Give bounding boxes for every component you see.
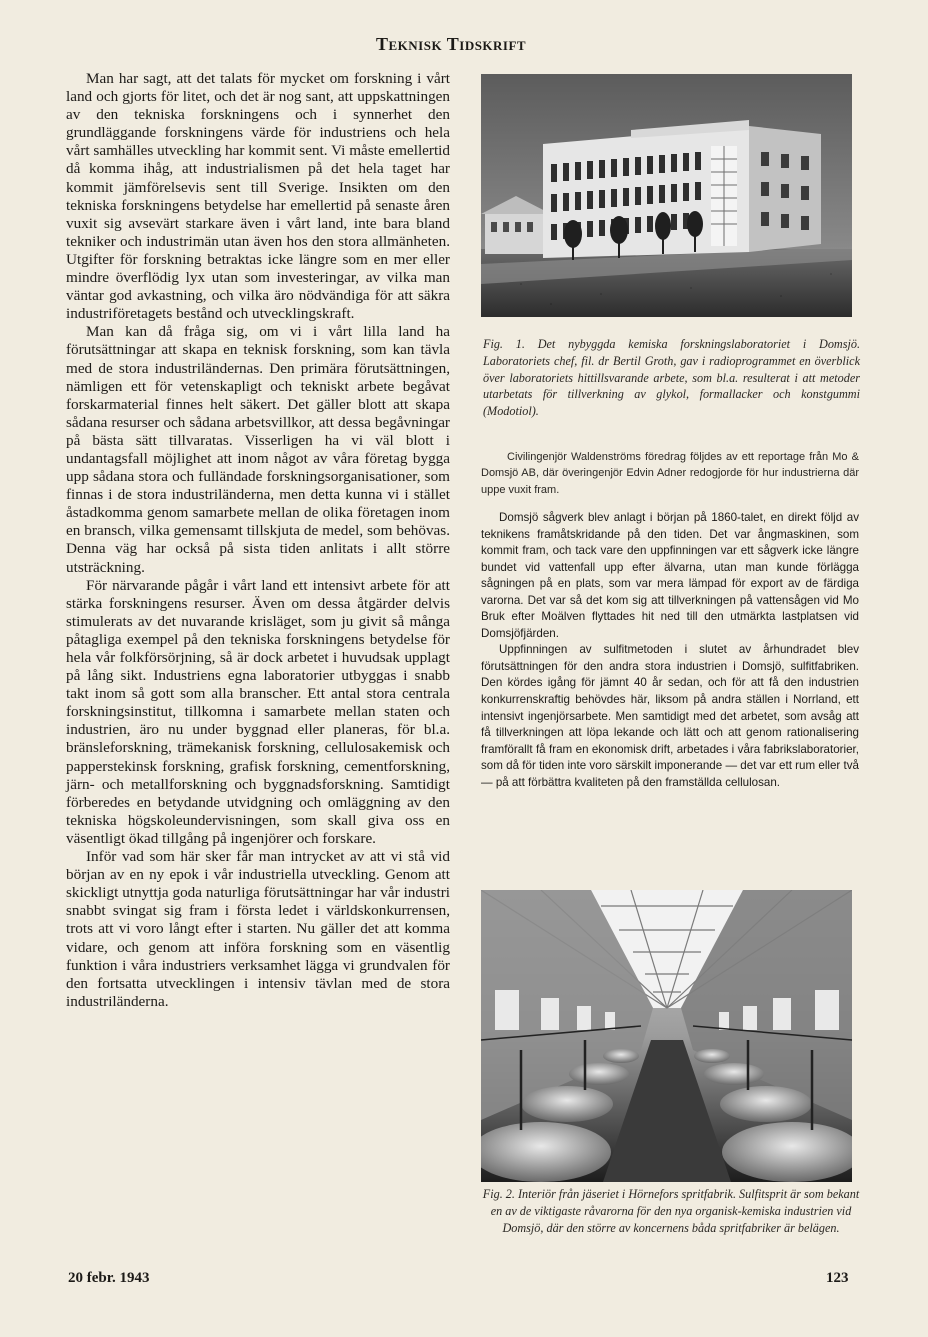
right-paragraph-1: Domsjö sågverk blev anlagt i början på 1860-talet, en direkt följd av teknikens framåtskridande på den tiden. Det var ångmaskinen, som kommit fram, och tack vare den uppfinningen var ett sågverk icke längre bundet vid vattenfall upp efter älvarna, utan man kunde förlägga sågningen på en plats, som var mera lämpad för export av de färdiga varorna. Det var så det kom sig att tillverkningen på vattensågen vid Mo Bruk efter Moälven flyttades hit ned till den utmärkta lastplatsen vid Domsjöfjärden. [481, 511, 859, 640]
left-paragraph-3: För närvarande pågår i vårt land ett intensivt arbete för att stärka forskningens resurser. Även om dessa åtgärder delvis stimulerats av det nuvarande krisläget, som ju givit så många påtagliga exempel på den tekniska forskningens betydelse för hela vår folkförsörjning, så är dock arbetet i huvudsak upplagt på lång sikt. Industriens egna laboratorier utbyggas i snabb takt inom så gott som alla branscher. Ett antal stora centrala forskningsinstitut, tillkomna i samarbete mellan staten och industrien, äro nu under byggnad eller planeras, för bl.a. bränsleforskning, trämekanisk forskning, cellulosakemisk och papperstekinsk forskning, grafisk forskning, cementforskning, järn- och metallforskning och byggnadsforskning. Samtidigt förberedes en betydande utvidgning och omläggning av den tekniska högskoleundervisningen, som skall giva oss en väsentligt ökad tillgång på ingenjörer och forskare. [66, 576, 450, 847]
laboratory-building-photo [481, 74, 852, 317]
figure-1-caption: Fig. 1. Det nybyggda kemiska forskningslaboratoriet i Domsjö. Laboratoriets chef, fil. dr Bertil Groth, gav i radioprogrammet en överblick över laboratoriets hittillsvarande arbete, som bl.a. resulterat i att metoder utarbetats för tillverkning av glykol, formallacker och konstgummi (Modotiol). [483, 337, 860, 419]
left-paragraph-4: Inför vad som här sker får man intrycket av att vi stå vid början av en ny epok i vår industriella utveckling. Genom att skickligt utnyttja goda naturliga förutsättningar har vår industri snabbt svingat sig fram i första ledet i världskonkurrensen, trots att vi voro långt efter i starten. Nu gäller det att komma vidare, och genom att införa forskning som en väsentlig funktion i våra industriers verksamhet lägga vi grundvalen för den fortsatta utvecklingen i intensiv tävlan med de stora industriländerna. [66, 848, 450, 1010]
page-number: 123 [826, 1270, 849, 1286]
fermentation-hall-illustration [481, 890, 852, 1182]
figure-2-caption: Fig. 2. Interiör från jäseriet i Hörnefors spritfabrik. Sulfitsprit är som bekant en av de viktigaste råvarorna för den nya organisk-kemiska industrien vid Domsjö, där den större av koncernens båda spritfabriker är belägen. [482, 1187, 860, 1235]
report-intro-text: Civilingenjör Waldenströms föredrag följdes av ett reportage från Mo & Domsjö AB, där överingenjör Edvin Adner redogjorde för hur industrierna där uppe vuxit fram. [481, 451, 859, 496]
masthead: Teknisk Tidskrift [376, 34, 527, 54]
left-column [66, 70, 450, 1011]
fermentation-hall-photo [481, 890, 852, 1182]
issue-date: 20 febr. 1943 [68, 1270, 150, 1286]
laboratory-building-illustration [481, 74, 852, 317]
right-paragraph-2: Uppfinningen av sulfitmetoden i slutet av århundradet blev förutsättningen för den andra stora industrien i Domsjö, sulfitfabriken. Den kördes igång för jämnt 40 år sedan, och för att få den industrien konkurrenskraftig behövdes här, liksom på andra ställen i Norrland, ett intensivt ingenjörsarbete. Men samtidigt med det arbetet, som avsåg att få tillverkningen att löpa lekande och lätt och att genom rationalisering framförallt få fram en ekonomisk drift, arbetades i våra fabrikslaboratorier, som då för tiden inte voro särskilt imponerande — det var ett rum eller två — på att förbättra kvaliteten på den framställda cellulosan. [481, 643, 859, 789]
report-intro [481, 449, 859, 498]
left-paragraph-1: Man har sagt, att det talats för mycket om forskning i vårt land och gjorts för litet, och det är nog sant, att uppskattningen av den tekniska forskningens och i synnerhet den grundläggande forskningens värde för industriens och hela vårt samhälles utveckling har kommit sent. Vi måste emellertid då komma ihåg, att industrialismen på det hela taget har kommit jämförelsevis sent till Sverige. Insikten om den tekniska forskningens betydelse har emellertid på senaste åren vuxit sig avsevärt starkare även i vårt land, inte bara bland tekniker och industrimän utan även hos den stora allmänheten. Utgifter för forskning betraktas icke längre som en mer eller mindre överflödig lyx utan som investeringar, av vilka man väntar god avkastning, och vilka äro nödvändiga för att säkra industriföretagets bestånd och utvecklingskraft. [66, 70, 450, 323]
right-column [481, 510, 859, 791]
left-paragraph-2: Man kan då fråga sig, om vi i vårt lilla land ha förutsättningar att skapa en teknisk forskning, som kan tävla med de stora industriländernas. Den primära förutsättningen, nämligen ett för vetenskapligt och tekniskt arbete begåvat forskarmaterial finnes helt säkert. Det gäller blott att skapa sådana resurser och sådana arbetsvillkor, att dessa begåvningar på bästa sätt tillvaratas. Visserligen ha vi väl blott i undantagsfall möjlighet att inom något av våra företag bygga upp sådana stora och fulländade forskningsorganisationer, som finnas i de stora industriländerna, men detta kunna vi i stället åstadkomma genom samarbete mellan de olika företagen inom en bransch, vilka gemensamt tillskjuta de medel, som behövas. Denna väg har också på sista tiden anlitats i allt större utsträckning. [66, 323, 450, 576]
